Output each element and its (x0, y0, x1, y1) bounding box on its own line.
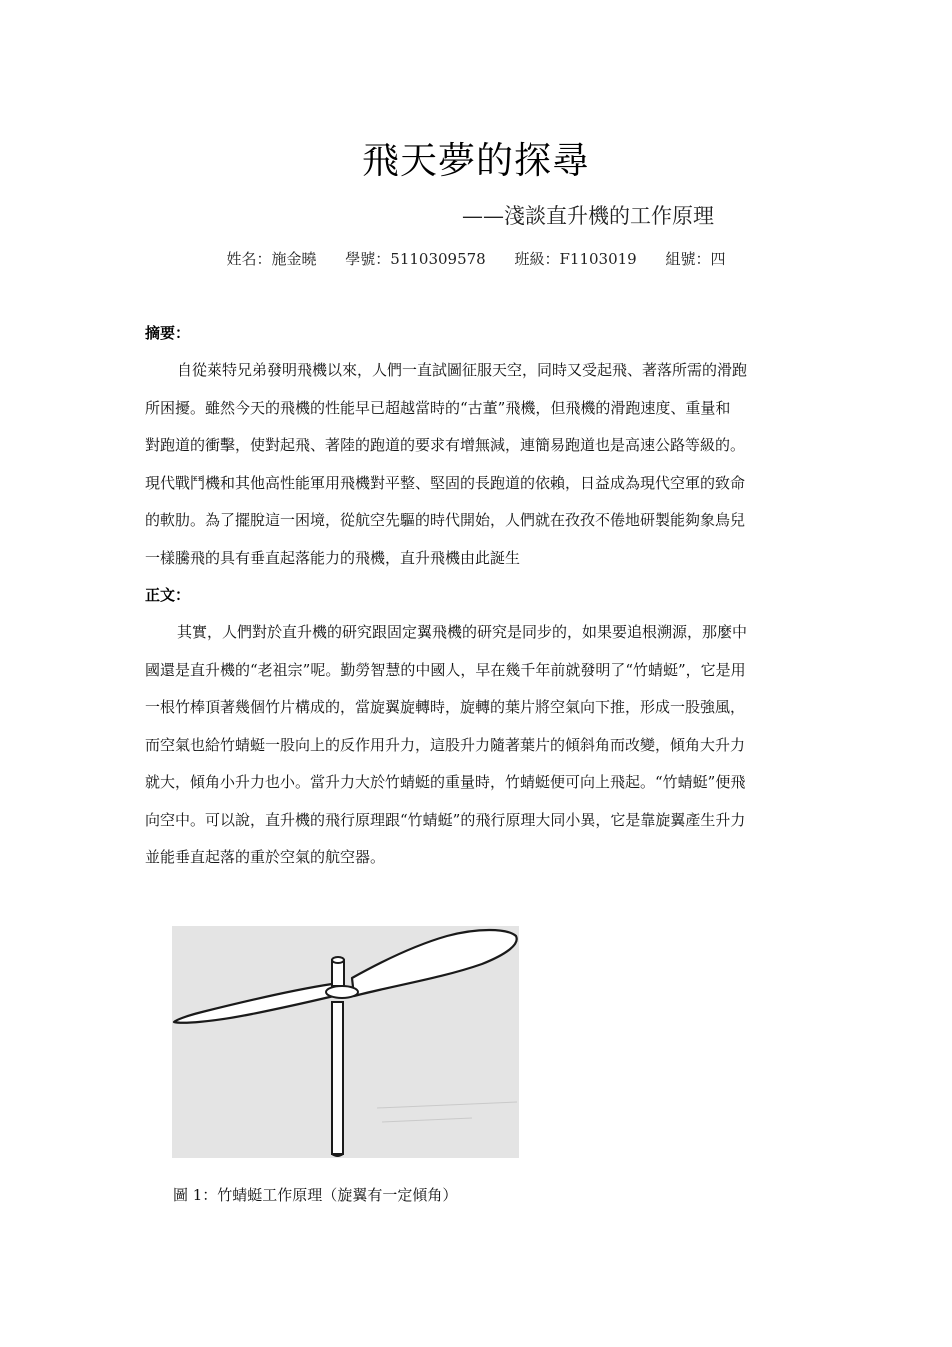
body-heading: 正文： (145, 586, 191, 604)
bamboo-dragonfly-illustration (172, 926, 519, 1158)
body-line: 而空氣也給竹蜻蜓一股向上的反作用升力，這股升力隨著葉片的傾斜角而改變，傾角大升力 (145, 735, 746, 754)
student-id: 學號：5110309578 (345, 250, 486, 268)
class-id: 班級：F1103019 (514, 250, 637, 268)
body-paragraph (145, 614, 809, 877)
abstract-line: 的軟肋。為了擺脫這一困境，從航空先驅的時代開始，人們就在孜孜不倦地研製能夠象鳥兒 (145, 511, 746, 529)
author-name: 姓名：施金曉 (226, 250, 317, 268)
abstract-line: 一樣騰飛的具有垂直起落能力的飛機，直升飛機由此誕生 (145, 548, 521, 567)
body-line: 其實，人們對於直升機的研究跟固定翼飛機的研究是同步的，如果要追根溯源，那麼中 (177, 623, 748, 641)
body-line: 並能垂直起落的重於空氣的航空器。 (145, 848, 386, 866)
body-line: 就大，傾角小升力也小。當升力大於竹蜻蜓的重量時，竹蜻蜓便可向上飛起。“竹蜻蜓”便飛 (145, 773, 746, 791)
figure-caption: 圖 1：竹蜻蜓工作原理（旋翼有一定傾角） (173, 1186, 458, 1204)
abstract-line: 對跑道的衝擊，使對起飛、著陸的跑道的要求有增無減，連簡易跑道也是高速公路等級的。 (145, 436, 746, 454)
author-info (0, 248, 952, 269)
document-title: 飛天夢的探尋 (362, 139, 590, 182)
document-subtitle: ——淺談直升機的工作原理 (462, 204, 714, 228)
abstract-heading: 摘要： (145, 324, 191, 342)
abstract-line: 所困擾。雖然今天的飛機的性能早已超越當時的“古董”飛機，但飛機的滑跑速度、重量和 (145, 398, 731, 417)
body-line: 一根竹棒頂著幾個竹片構成的，當旋翼旋轉時，旋轉的葉片將空氣向下推，形成一股強風， (145, 698, 746, 716)
body-line: 國還是直升機的“老祖宗”呢。勤勞智慧的中國人，早在幾千年前就發明了“竹蜻蜓”，它是用 (145, 660, 746, 679)
abstract-line: 現代戰鬥機和其他高性能軍用飛機對平整、堅固的長跑道的依賴，日益成為現代空軍的致命 (145, 473, 746, 492)
group-id: 組號：四 (665, 250, 726, 268)
bamboo-dragonfly-figure (172, 926, 519, 1158)
abstract-paragraph (145, 352, 809, 577)
body-line: 向空中。可以說，直升機的飛行原理跟“竹蜻蜓”的飛行原理大同小異，它是靠旋翼產生升力 (145, 810, 746, 829)
abstract-line: 自從萊特兄弟發明飛機以來，人們一直試圖征服天空，同時又受起飛、著落所需的滑跑 (177, 361, 748, 379)
